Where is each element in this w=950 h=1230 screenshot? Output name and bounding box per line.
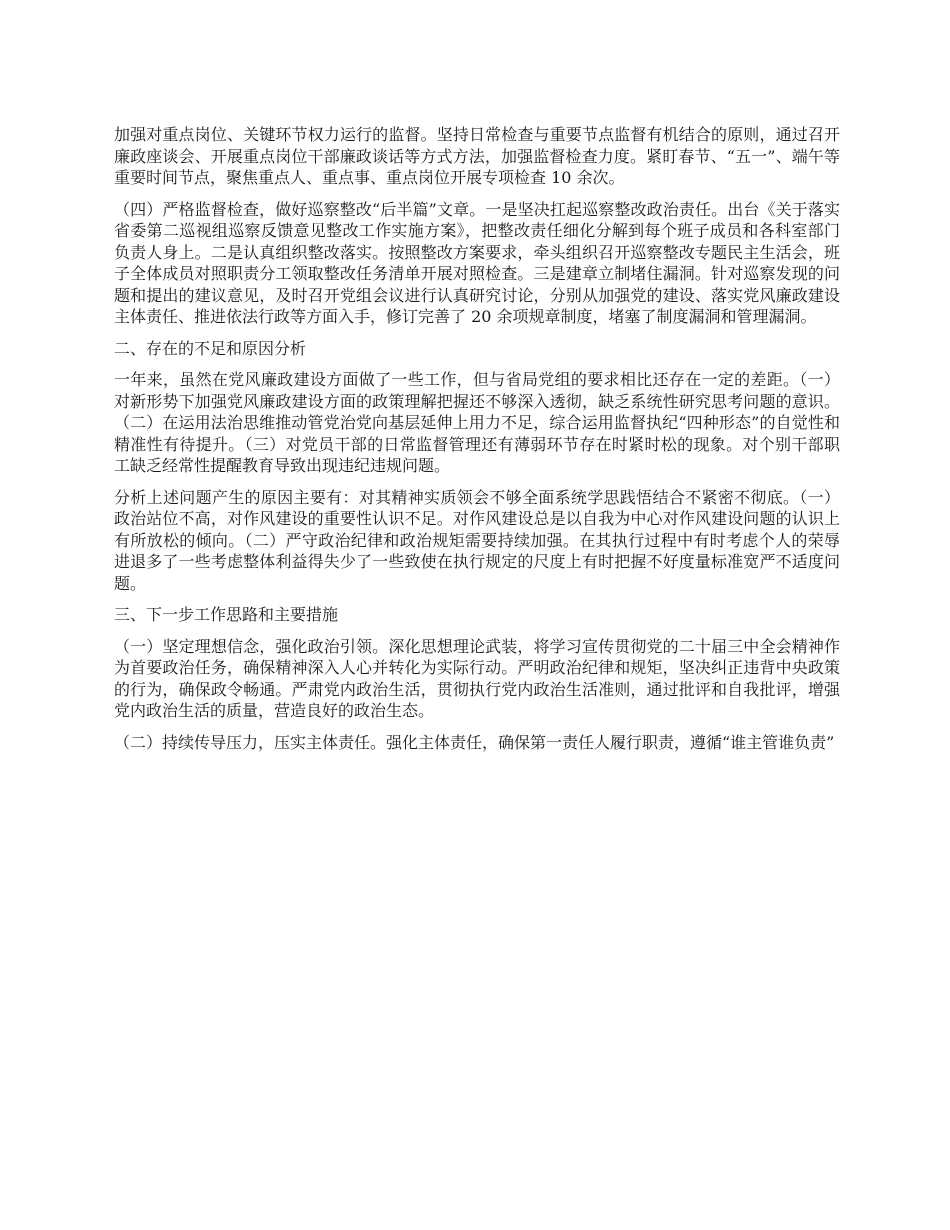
paragraph-inspection-rectification: （四）严格监督检查，做好巡察整改“后半篇”文章。一是坚决扛起巡察整改政治责任。出台《关于落实省委第二巡视组巡察反馈意见整改工作实施方案》，把整改责任细化分解到每个班子成员和各科室部门负责人身上。二是认真组织整改落实。按照整改方案要求，牵头组织召开巡察整改专题民主生活会，班子全体成员对照职责分工领取整改任务清单开展对照检查。三是建章立制堵住漏洞。针对巡察发现的问题和提出的建议意见，及时召开党组会议进行认真研究讨论，分别从加强党的建设、落实党风廉政建设主体责任、推进依法行政等方面入手，修订完善了 20 余项规章制度，堵塞了制度漏洞和管理漏洞。: [114, 199, 840, 326]
section-heading-next-steps: 三、下一步工作思路和主要措施: [114, 605, 339, 624]
section-heading-shortcomings: 二、存在的不足和原因分析: [114, 338, 307, 358]
paragraph-supervision-key-posts: 加强对重点岗位、关键环节权力运行的监督。坚持日常检查与重要节点监督有机结合的原则，通过召开廉政座谈会、开展重点岗位干部廉政谈话等方式方法，加强监督检查力度。紧盯春节、“五一”、端午等重要时间节点，聚焦重点人、重点事、重点岗位开展专项检查 10 余次。: [114, 125, 840, 187]
paragraph-ideals-beliefs: （一）坚定理想信念，强化政治引领。深化思想理论武装，将学习宣传贯彻党的二十届三中全会精神作为首要政治任务，确保精神深入人心并转化为实际行动。严明政治纪律和规矩，坚决纠正违背中央政策的行为，确保政令畅通。严肃党内政治生活，贯彻执行党内政治生活准则，通过批评和自我批评，增强党内政治生活的质量，营造良好的政治生态。: [114, 636, 840, 720]
paragraph-main-responsibility: （二）持续传导压力，压实主体责任。强化主体责任，确保第一责任人履行职责，遵循“谁主管谁负责”: [114, 732, 835, 752]
paragraph-cause-analysis: 分析上述问题产生的原因主要有：对其精神实质领会不够全面系统学思践悟结合不紧密不彻底。（一）政治站位不高，对作风建设的重要性认识不足。对作风建设总是以自我为中心对作风建设问题的认识上有所放松的倾向。（二）严守政治纪律和政治规矩需要持续加强。在其执行过程中有时考虑个人的荣辱进退多了一些考虑整体利益得失少了一些致使在执行规定的尺度上有时把握不好度量标准宽严不适度问题。: [114, 487, 840, 593]
paragraph-shortcomings: 一年来，虽然在党风廉政建设方面做了一些工作，但与省局党组的要求相比还存在一定的差距。（一）对新形势下加强党风廉政建设方面的政策理解把握还不够深入透彻，缺乏系统性研究思考问题的意识。（二）在运用法治思维推动管党治党向基层延伸上用力不足，综合运用监督执纪“四种形态”的自觉性和精准性有待提升。（三）对党员干部的日常监督管理还有薄弱环节存在时紧时松的现象。对个别干部职工缺乏经常性提醒教育导致出现违纪违规问题。: [114, 370, 840, 475]
document-page: [114, 124, 840, 763]
